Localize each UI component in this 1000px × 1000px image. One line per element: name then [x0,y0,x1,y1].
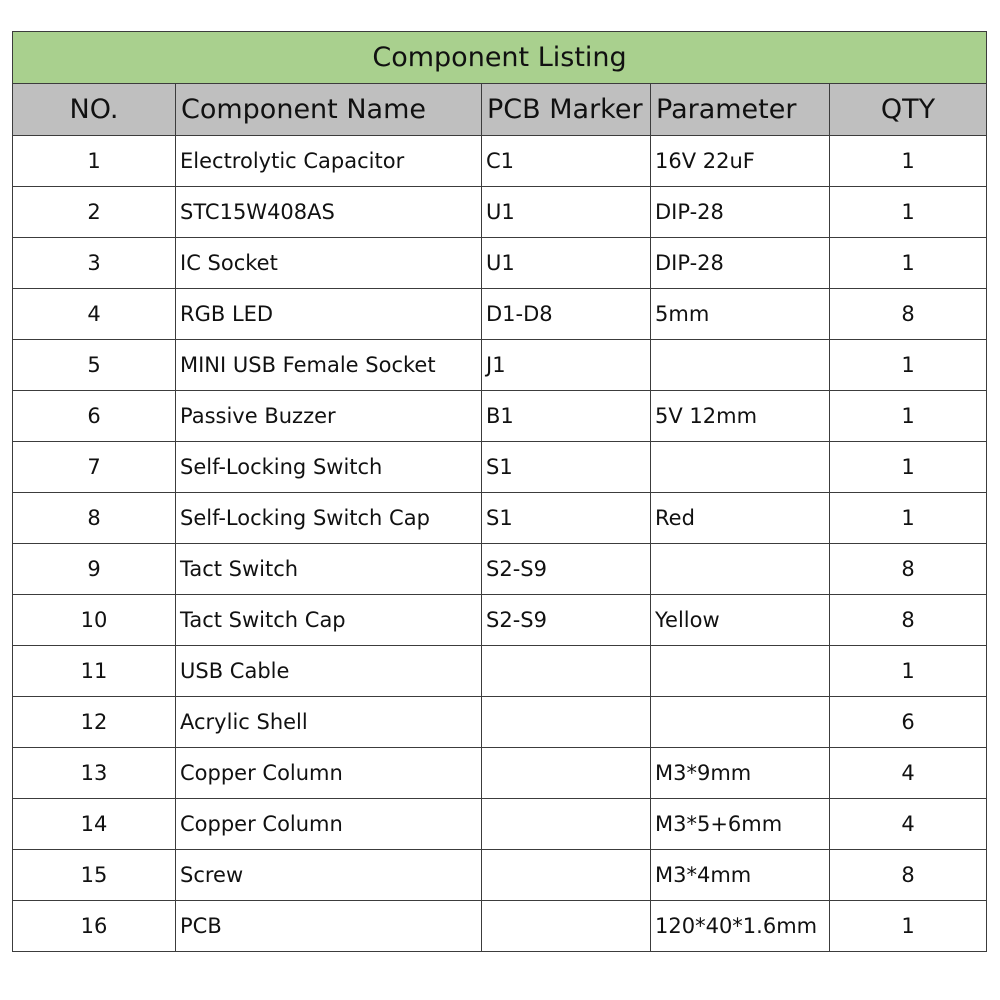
cell-no: 6 [13,391,176,442]
table-row [13,238,987,289]
cell-no: 1 [13,136,176,187]
cell-parameter: 120*40*1.6mm [651,901,830,952]
cell-parameter [651,544,830,595]
table-row [13,748,987,799]
cell-pcb-marker [482,850,651,901]
header-qty: QTY [830,84,987,136]
table-row [13,544,987,595]
cell-no: 14 [13,799,176,850]
cell-parameter [651,442,830,493]
table-row [13,595,987,646]
cell-component-name: RGB LED [176,289,482,340]
header-pcb-marker: PCB Marker [482,84,651,136]
cell-qty: 8 [830,289,987,340]
cell-parameter [651,646,830,697]
cell-parameter: Yellow [651,595,830,646]
component-listing-table [12,31,987,952]
cell-parameter: M3*4mm [651,850,830,901]
cell-qty: 1 [830,187,987,238]
cell-component-name: IC Socket [176,238,482,289]
cell-pcb-marker: D1-D8 [482,289,651,340]
cell-parameter [651,340,830,391]
cell-no: 13 [13,748,176,799]
cell-component-name: Self-Locking Switch Cap [176,493,482,544]
table-row [13,493,987,544]
cell-parameter: M3*9mm [651,748,830,799]
cell-component-name: Screw [176,850,482,901]
table-row [13,442,987,493]
cell-no: 3 [13,238,176,289]
cell-parameter: DIP-28 [651,238,830,289]
header-no: NO. [13,84,176,136]
cell-qty: 4 [830,748,987,799]
cell-component-name: PCB [176,901,482,952]
table-row [13,799,987,850]
cell-component-name: STC15W408AS [176,187,482,238]
cell-qty: 1 [830,901,987,952]
cell-component-name: Copper Column [176,748,482,799]
cell-pcb-marker [482,748,651,799]
cell-parameter: Red [651,493,830,544]
cell-parameter: 5mm [651,289,830,340]
cell-component-name: Tact Switch [176,544,482,595]
table-body [13,136,987,952]
cell-pcb-marker: J1 [482,340,651,391]
cell-no: 16 [13,901,176,952]
cell-no: 10 [13,595,176,646]
cell-qty: 1 [830,391,987,442]
cell-parameter: 5V 12mm [651,391,830,442]
cell-qty: 1 [830,238,987,289]
cell-qty: 8 [830,544,987,595]
header-row [13,84,987,136]
header-component-name: Component Name [176,84,482,136]
cell-parameter: M3*5+6mm [651,799,830,850]
table-row [13,646,987,697]
cell-component-name: Acrylic Shell [176,697,482,748]
table-row [13,340,987,391]
cell-component-name: USB Cable [176,646,482,697]
cell-component-name: Passive Buzzer [176,391,482,442]
cell-no: 15 [13,850,176,901]
cell-no: 5 [13,340,176,391]
cell-qty: 8 [830,595,987,646]
cell-pcb-marker: S2-S9 [482,544,651,595]
cell-pcb-marker: S2-S9 [482,595,651,646]
table-row [13,697,987,748]
cell-pcb-marker: S1 [482,442,651,493]
cell-pcb-marker [482,646,651,697]
cell-parameter: 16V 22uF [651,136,830,187]
cell-qty: 1 [830,136,987,187]
cell-parameter [651,697,830,748]
table-row [13,391,987,442]
cell-pcb-marker: B1 [482,391,651,442]
cell-qty: 1 [830,340,987,391]
cell-parameter: DIP-28 [651,187,830,238]
cell-no: 12 [13,697,176,748]
header-parameter: Parameter [651,84,830,136]
cell-qty: 1 [830,442,987,493]
cell-no: 8 [13,493,176,544]
cell-qty: 4 [830,799,987,850]
table-row [13,187,987,238]
cell-qty: 6 [830,697,987,748]
cell-component-name: Self-Locking Switch [176,442,482,493]
cell-qty: 1 [830,493,987,544]
cell-component-name: Electrolytic Capacitor [176,136,482,187]
cell-no: 11 [13,646,176,697]
table-title: Component Listing [13,32,987,84]
cell-qty: 8 [830,850,987,901]
cell-no: 4 [13,289,176,340]
cell-pcb-marker [482,901,651,952]
cell-pcb-marker [482,799,651,850]
cell-no: 7 [13,442,176,493]
cell-pcb-marker: U1 [482,187,651,238]
table-row [13,850,987,901]
cell-pcb-marker: C1 [482,136,651,187]
cell-component-name: MINI USB Female Socket [176,340,482,391]
cell-pcb-marker [482,697,651,748]
table-row [13,136,987,187]
cell-qty: 1 [830,646,987,697]
cell-pcb-marker: S1 [482,493,651,544]
title-row [13,32,987,84]
cell-pcb-marker: U1 [482,238,651,289]
cell-no: 9 [13,544,176,595]
cell-component-name: Tact Switch Cap [176,595,482,646]
table-row [13,901,987,952]
cell-no: 2 [13,187,176,238]
table-row [13,289,987,340]
cell-component-name: Copper Column [176,799,482,850]
